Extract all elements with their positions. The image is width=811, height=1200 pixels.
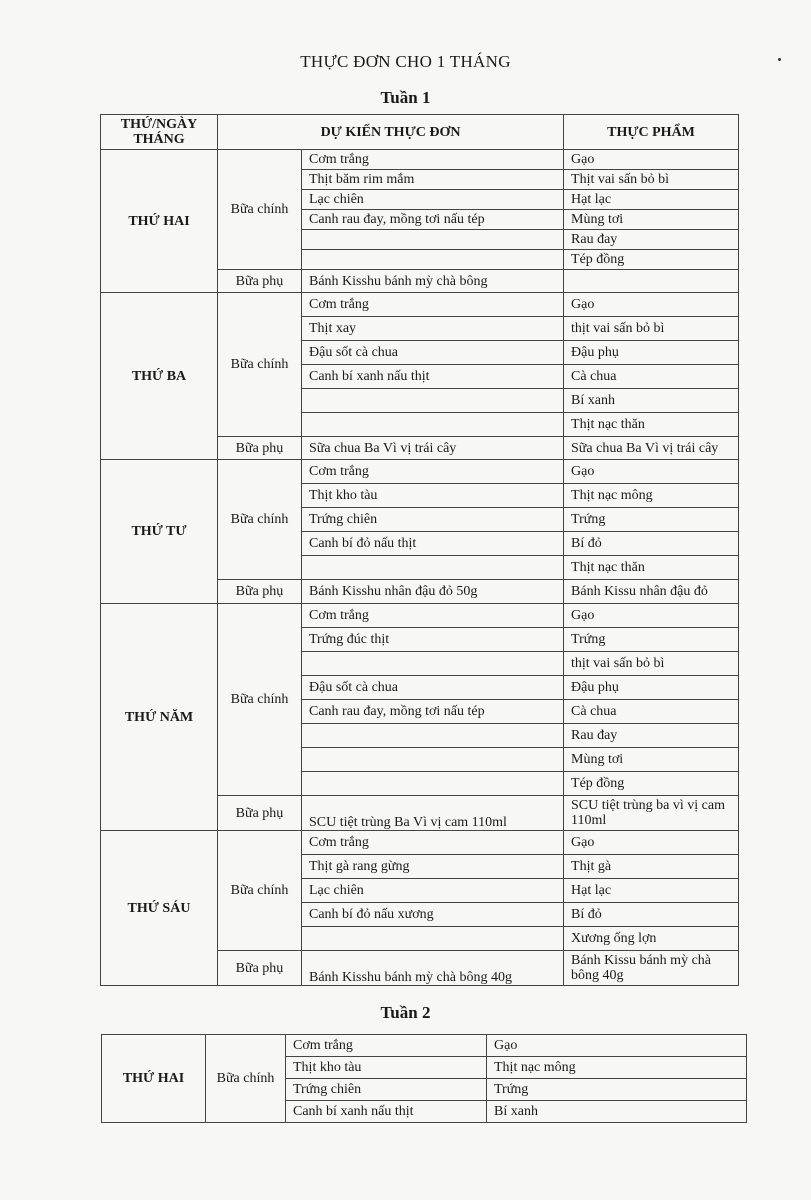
food-cell: Tép đồng: [564, 772, 739, 796]
food-cell: Bánh Kissu nhân đậu đỏ: [564, 580, 739, 604]
week2-menu-table: [101, 1034, 747, 1123]
meal-label-side: Bữa phụ: [218, 951, 302, 986]
dish-cell: Cơm trắng: [286, 1035, 487, 1057]
meal-label-main: Bữa chính: [218, 831, 302, 951]
day-label: THỨ SÁU: [101, 831, 218, 986]
dish-cell: Cơm trắng: [302, 604, 564, 628]
food-cell: Đậu phụ: [564, 341, 739, 365]
meal-label-side: Bữa phụ: [218, 580, 302, 604]
food-cell: Bí đỏ: [564, 532, 739, 556]
dish-cell: [302, 724, 564, 748]
dish-cell: Cơm trắng: [302, 150, 564, 170]
table-row: [102, 1035, 747, 1057]
food-cell: Gạo: [564, 150, 739, 170]
food-cell: Sữa chua Ba Vì vị trái cây: [564, 437, 739, 460]
dish-cell: Bánh Kisshu bánh mỳ chà bông: [302, 270, 564, 293]
food-cell: Rau đay: [564, 724, 739, 748]
food-cell: Mùng tơi: [564, 210, 739, 230]
dish-cell: Cơm trắng: [302, 831, 564, 855]
dish-cell: Lạc chiên: [302, 879, 564, 903]
food-cell: Hạt lạc: [564, 879, 739, 903]
day-label: THỨ TƯ: [101, 460, 218, 604]
food-cell: Trứng: [487, 1079, 747, 1101]
food-cell: Gạo: [564, 460, 739, 484]
food-cell: Rau đay: [564, 230, 739, 250]
header-menu: DỰ KIẾN THỰC ĐƠN: [218, 115, 564, 150]
food-cell: Cà chua: [564, 365, 739, 389]
table-row: [101, 293, 739, 317]
dish-cell: Lạc chiên: [302, 190, 564, 210]
dish-cell: Đậu sốt cà chua: [302, 341, 564, 365]
meal-label-main: Bữa chính: [218, 293, 302, 437]
header-day: THỨ/NGÀY THÁNG: [101, 115, 218, 150]
food-cell: [564, 270, 739, 293]
meal-label-side: Bữa phụ: [218, 270, 302, 293]
food-cell: Thịt nạc mông: [564, 484, 739, 508]
dish-cell: Canh bí đỏ nấu xương: [302, 903, 564, 927]
food-cell: Gạo: [564, 293, 739, 317]
week1-menu-table: [100, 114, 739, 986]
food-cell: SCU tiệt trùng ba vì vị cam 110ml: [564, 796, 739, 831]
meal-label-side: Bữa phụ: [218, 796, 302, 831]
dish-cell: Trứng chiên: [286, 1079, 487, 1101]
dish-cell: Đậu sốt cà chua: [302, 676, 564, 700]
food-cell: Thịt vai sấn bỏ bì: [564, 170, 739, 190]
food-cell: Bí xanh: [487, 1101, 747, 1123]
dish-cell: Cơm trắng: [302, 293, 564, 317]
dish-cell: Canh bí đỏ nấu thịt: [302, 532, 564, 556]
dish-cell: Thịt kho tàu: [302, 484, 564, 508]
dish-cell: Bánh Kisshu bánh mỳ chà bông 40g: [302, 951, 564, 986]
food-cell: Thịt nạc thăn: [564, 556, 739, 580]
food-cell: Thịt gà: [564, 855, 739, 879]
food-cell: Bánh Kissu bánh mỳ chà bông 40g: [564, 951, 739, 986]
meal-label-main: Bữa chính: [206, 1035, 286, 1123]
week1-body: [101, 150, 739, 986]
food-cell: Xương ống lợn: [564, 927, 739, 951]
food-cell: thịt vai sấn bỏ bì: [564, 317, 739, 341]
meal-label-main: Bữa chính: [218, 604, 302, 796]
food-cell: Hạt lạc: [564, 190, 739, 210]
page-title: THỰC ĐƠN CHO 1 THÁNG: [300, 52, 511, 71]
dish-cell: Canh bí xanh nấu thịt: [286, 1101, 487, 1123]
meal-label-main: Bữa chính: [218, 460, 302, 580]
food-cell: Trứng: [564, 508, 739, 532]
dish-cell: Sữa chua Ba Vì vị trái cây: [302, 437, 564, 460]
food-cell: Mùng tơi: [564, 748, 739, 772]
dish-cell: Thịt gà rang gừng: [302, 855, 564, 879]
dish-cell: Thịt xay: [302, 317, 564, 341]
meal-label-side: Bữa phụ: [218, 437, 302, 460]
table-row: [101, 460, 739, 484]
food-cell: Gạo: [487, 1035, 747, 1057]
food-cell: Gạo: [564, 604, 739, 628]
table-row: [101, 150, 739, 170]
dish-cell: [302, 927, 564, 951]
week2-title: Tuần 2: [380, 1003, 431, 1022]
food-cell: Gạo: [564, 831, 739, 855]
food-cell: Thịt nạc thăn: [564, 413, 739, 437]
meal-label-main: Bữa chính: [218, 150, 302, 270]
food-cell: Đậu phụ: [564, 676, 739, 700]
table-row: [101, 831, 739, 855]
food-cell: thịt vai sấn bỏ bì: [564, 652, 739, 676]
dish-cell: [302, 389, 564, 413]
dish-cell: [302, 250, 564, 270]
dish-cell: Thịt kho tàu: [286, 1057, 487, 1079]
table-row: [101, 604, 739, 628]
dish-cell: [302, 413, 564, 437]
dish-cell: Canh rau đay, mồng tơi nấu tép: [302, 210, 564, 230]
dish-cell: [302, 230, 564, 250]
day-label: THỨ BA: [101, 293, 218, 460]
food-cell: Cà chua: [564, 700, 739, 724]
food-cell: Tép đồng: [564, 250, 739, 270]
dish-cell: SCU tiệt trùng Ba Vì vị cam 110ml: [302, 796, 564, 831]
dish-cell: Bánh Kisshu nhân đậu đỏ 50g: [302, 580, 564, 604]
dish-cell: [302, 556, 564, 580]
week2-body: [102, 1035, 747, 1123]
header-food: THỰC PHẨM: [564, 115, 739, 150]
food-cell: Thịt nạc mông: [487, 1057, 747, 1079]
dish-cell: Trứng đúc thịt: [302, 628, 564, 652]
day-label: THỨ NĂM: [101, 604, 218, 831]
table-header-row: [101, 115, 739, 150]
day-label: THỨ HAI: [102, 1035, 206, 1123]
dish-cell: Canh bí xanh nấu thịt: [302, 365, 564, 389]
food-cell: Bí đỏ: [564, 903, 739, 927]
week1-title: Tuần 1: [380, 88, 431, 107]
dish-cell: [302, 772, 564, 796]
dish-cell: [302, 652, 564, 676]
food-cell: Trứng: [564, 628, 739, 652]
day-label: THỨ HAI: [101, 150, 218, 293]
dish-cell: Cơm trắng: [302, 460, 564, 484]
dish-cell: Trứng chiên: [302, 508, 564, 532]
dish-cell: [302, 748, 564, 772]
dish-cell: Thịt băm rim mắm: [302, 170, 564, 190]
dish-cell: Canh rau đay, mồng tơi nấu tép: [302, 700, 564, 724]
food-cell: Bí xanh: [564, 389, 739, 413]
